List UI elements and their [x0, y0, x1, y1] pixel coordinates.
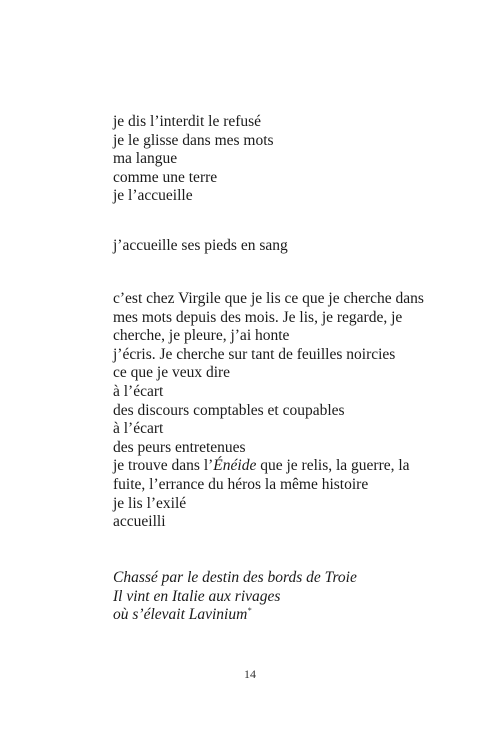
verse-line: c’est chez Virgile que je lis ce que je cherche dans: [113, 290, 424, 307]
verse-text: que je relis, la guerre, la: [256, 457, 410, 475]
verse-line: fuite, l’errance du héros la même histoire: [113, 475, 369, 493]
verse-line: à l’écart: [113, 420, 164, 438]
verse-text: je trouve dans l’: [113, 457, 214, 475]
verse-line: je l’accueille: [113, 187, 193, 205]
verse-line: accueilli: [113, 513, 166, 531]
verse-line: des discours comptables et coupables: [113, 401, 345, 419]
stanza-3: [113, 290, 424, 532]
verse-line: je le glisse dans mes mots: [113, 131, 274, 149]
stanza-1: [113, 113, 403, 206]
verse-line: des peurs entretenues: [113, 438, 246, 456]
footnote-marker[interactable]: *: [247, 606, 252, 616]
verse-line: mes mots depuis des mois. Je lis, je regarde, je: [113, 308, 403, 326]
quote-line: [113, 606, 403, 625]
quote-line: Chassé par le destin des bords de Troie: [113, 569, 357, 586]
verse-line: j’accueille ses pieds en sang: [113, 237, 288, 254]
verse-line: cherche, je pleure, j’ai honte: [113, 327, 290, 345]
virgil-quotation: [113, 569, 403, 625]
quote-line: Il vint en Italie aux rivages: [113, 587, 281, 605]
page-number: 14: [244, 667, 256, 681]
quote-text: où s’élevait Lavinium: [113, 606, 248, 624]
verse-line-with-title: [113, 457, 410, 476]
verse-line: à l’écart: [113, 382, 164, 400]
stanza-2: [113, 237, 403, 256]
verse-line: ma langue: [113, 150, 178, 168]
book-title-eneide: Énéide: [213, 457, 257, 475]
verse-line: ce que je veux dire: [113, 364, 231, 382]
verse-line: j’écris. Je cherche sur tant de feuilles noircies: [113, 345, 396, 363]
verse-line: je dis l’interdit le refusé: [113, 113, 262, 130]
verse-line: comme une terre: [113, 168, 218, 186]
verse-line: je lis l’exilé: [113, 494, 187, 512]
